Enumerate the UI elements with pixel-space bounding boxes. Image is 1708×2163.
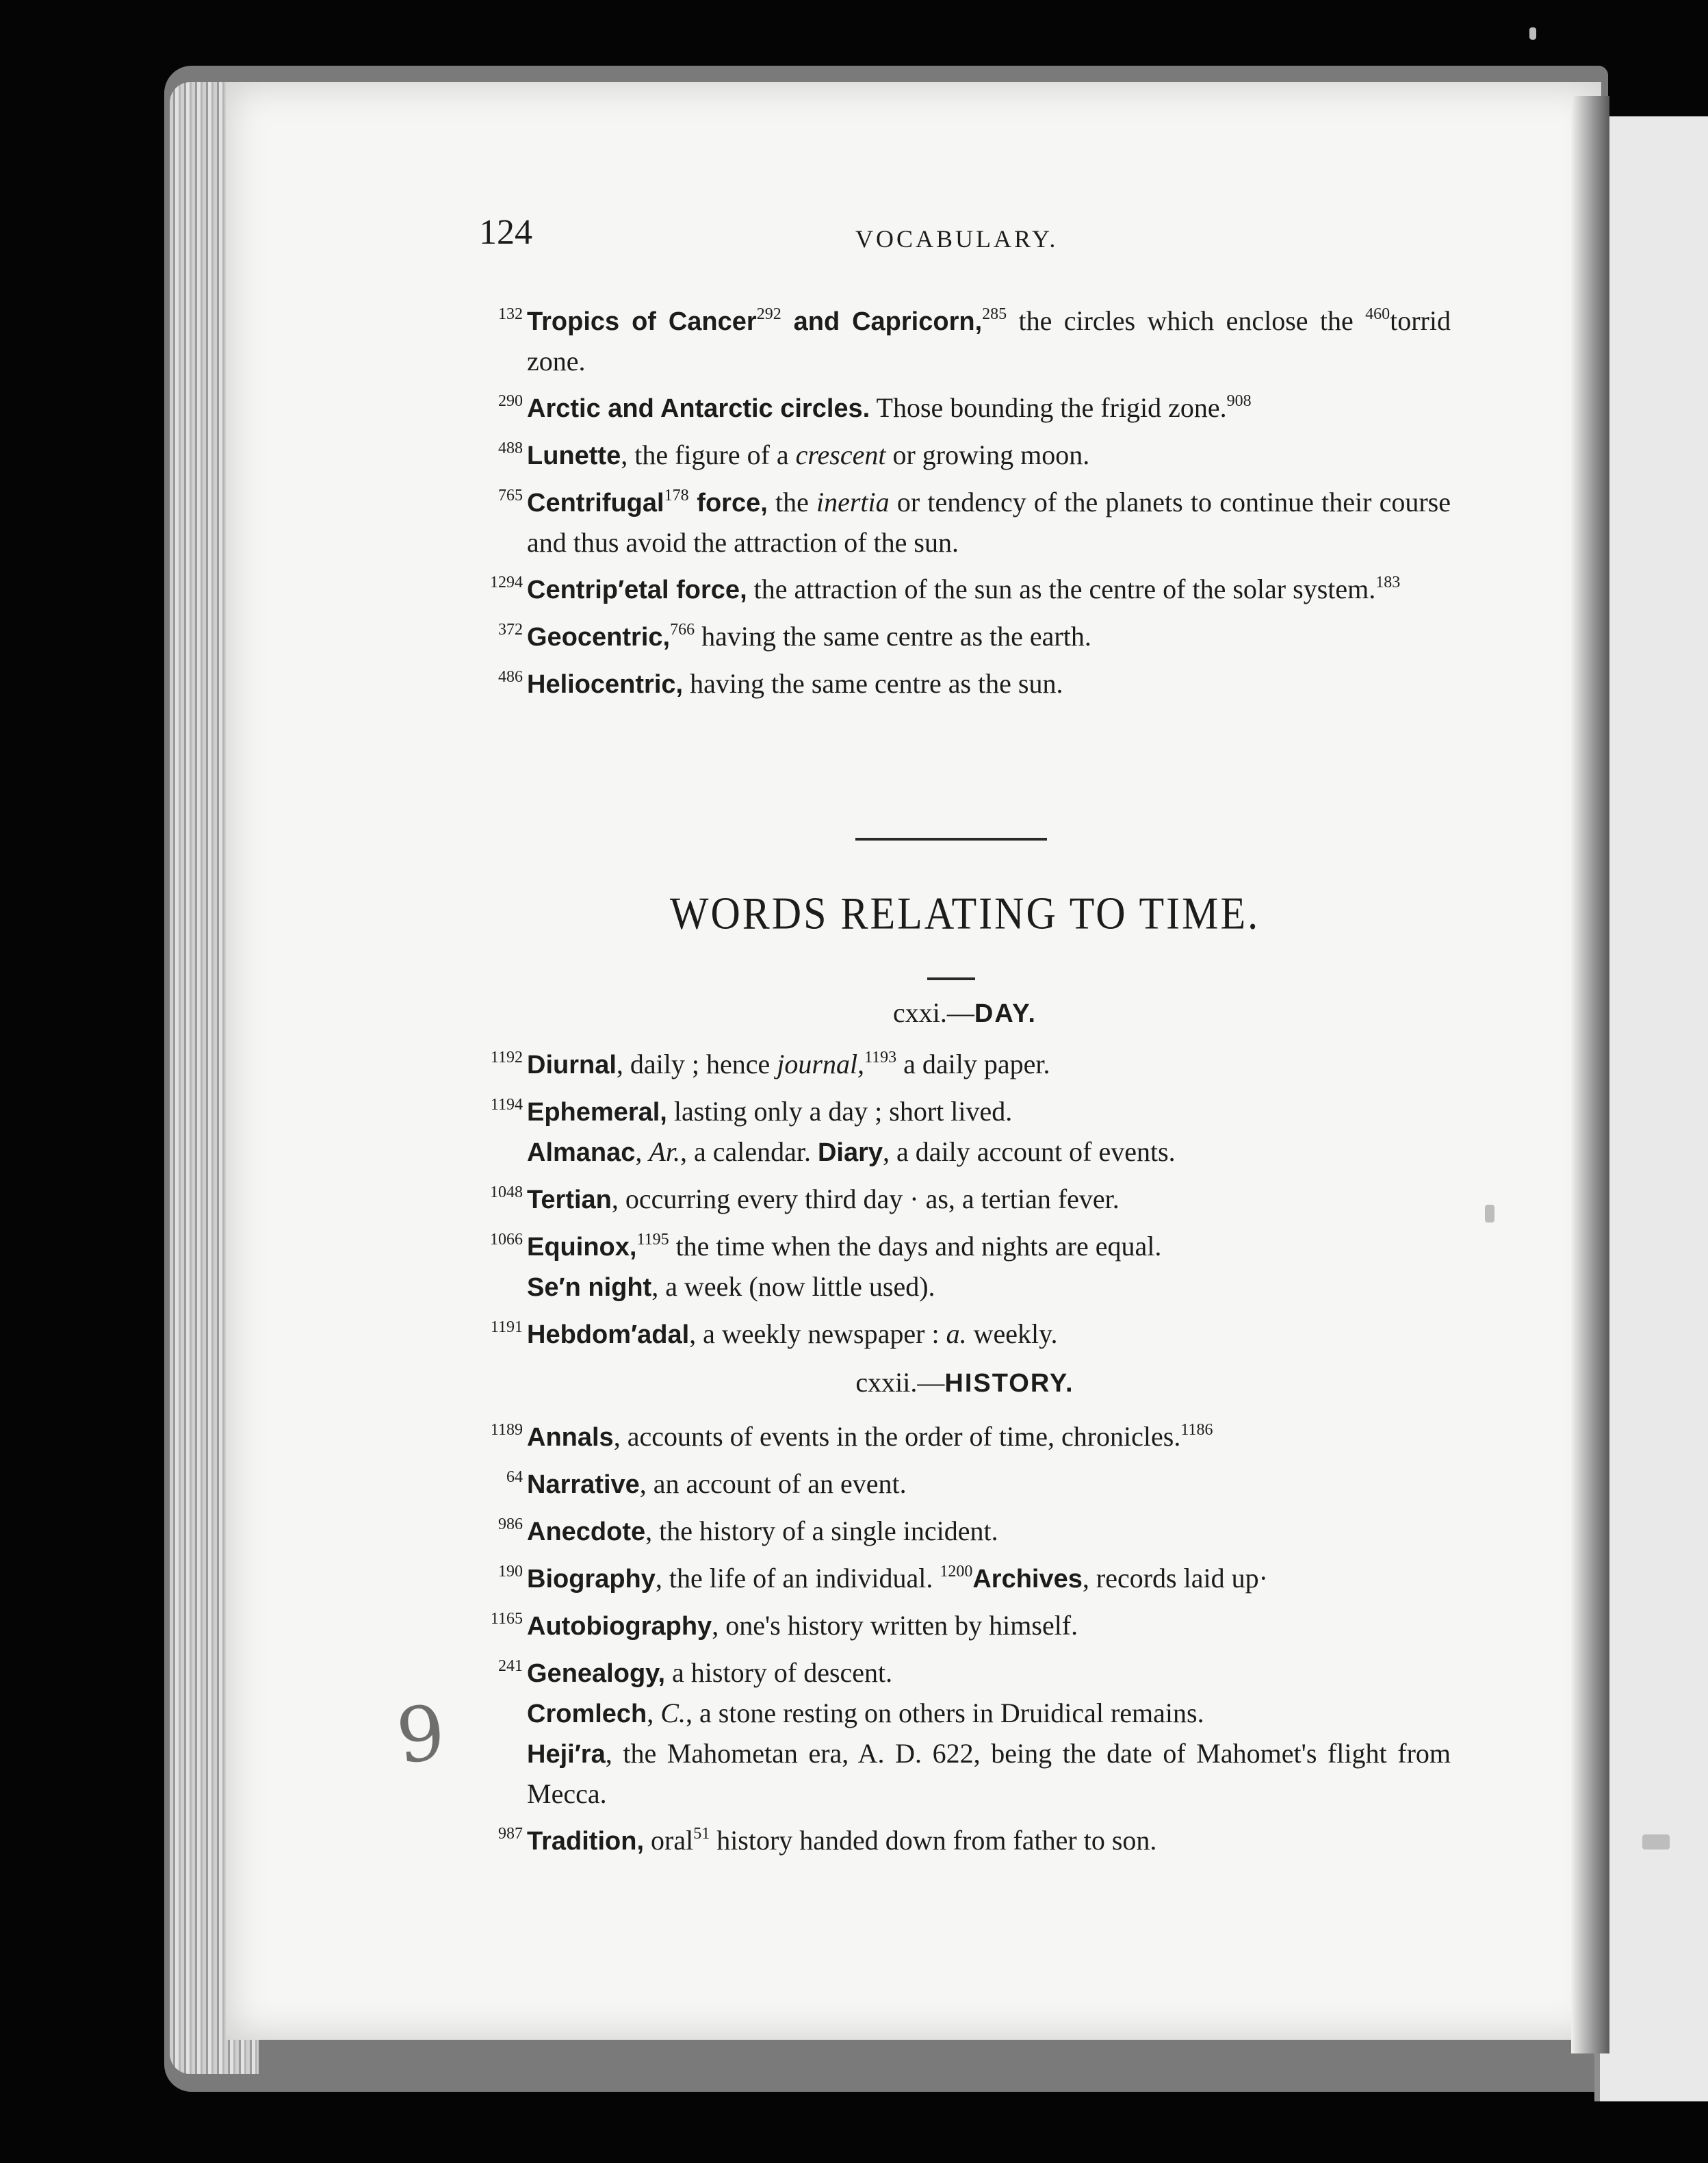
cross-reference: 460 (1365, 305, 1390, 323)
cross-reference: 1200 (940, 1563, 973, 1580)
entry-text: , a stone resting on others in Druidical remains. (685, 1698, 1204, 1728)
entry-term: Arctic and Antarctic circles. (527, 394, 870, 423)
section-number: cxxi.— (893, 997, 974, 1028)
entry-text: a daily paper. (896, 1049, 1050, 1079)
entry-reference-number: 1048 (490, 1183, 523, 1201)
astronomy-entries (479, 294, 1451, 704)
entry-term: Heji′ra (527, 1740, 606, 1769)
vocabulary-entry (479, 1599, 1451, 1646)
vocabulary-entry (479, 1085, 1451, 1132)
entry-text: having the same centre as the sun. (683, 668, 1063, 699)
entry-text: , (647, 1698, 661, 1728)
entry-text: C. (660, 1698, 686, 1728)
entry-reference-number: 1192 (490, 1049, 523, 1066)
entry-reference-number: 241 (498, 1657, 523, 1675)
section-heading-history (479, 1366, 1451, 1398)
vocabulary-entry (479, 1132, 1451, 1173)
entry-text: crescent (795, 439, 886, 470)
vocabulary-entry (479, 1173, 1451, 1220)
entry-text: , one's history written by himself. (712, 1610, 1078, 1641)
entry-text: , (635, 1136, 649, 1167)
cross-reference: 178 (664, 487, 689, 504)
entry-text: weekly. (966, 1318, 1058, 1349)
entry-reference-number: 765 (498, 487, 523, 504)
entry-reference-number: 987 (498, 1825, 523, 1843)
entry-term: Cromlech (527, 1700, 647, 1728)
entry-term: Genealogy, (527, 1659, 666, 1688)
entry-text: , occurring every third day · as, a tertian fever. (611, 1183, 1120, 1214)
entry-reference-number: 1066 (490, 1231, 523, 1249)
entry-text: journal, (777, 1049, 865, 1079)
entry-text: , accounts of events in the order of time, chronicles. (613, 1421, 1181, 1452)
section-divider (855, 838, 1047, 841)
handwritten-margin-note: 9 (392, 1688, 450, 1781)
cross-reference: 51 (693, 1825, 710, 1843)
entry-text: , daily ; hence (616, 1049, 777, 1079)
entry-term: Ephemeral, (527, 1098, 667, 1127)
vocabulary-entry (479, 1267, 1451, 1307)
entry-term: Lunette (527, 441, 621, 470)
entry-text: history handed down from father to son. (710, 1825, 1157, 1856)
entry-term: Diurnal (527, 1051, 617, 1079)
entry-term: Centrip′etal force, (527, 576, 747, 604)
entry-text: , a calendar. (680, 1136, 818, 1167)
running-head: VOCABULARY. (855, 225, 1059, 253)
vocabulary-entry (479, 610, 1451, 657)
chapter-heading: WORDS RELATING TO TIME. (669, 887, 1260, 938)
cross-reference: 1193 (864, 1049, 897, 1066)
cross-reference: 285 (982, 305, 1007, 323)
entry-text: , a weekly newspaper : (689, 1318, 946, 1349)
page-number: 124 (479, 213, 532, 252)
vocabulary-entry (479, 381, 1451, 428)
vocabulary-entry (479, 1552, 1451, 1599)
cross-reference: 292 (756, 305, 781, 323)
entry-term: Centrifugal (527, 489, 664, 517)
cross-reference: 908 (1226, 392, 1252, 410)
vocabulary-entry (479, 1457, 1451, 1505)
entry-reference-number: 1194 (490, 1096, 523, 1114)
speck (1485, 1205, 1494, 1223)
entry-term: and Capricorn, (781, 307, 983, 336)
entry-term: Hebdom′adal (527, 1320, 690, 1349)
vocabulary-entry (479, 1693, 1451, 1734)
entry-term: Narrative (527, 1470, 640, 1499)
entry-text: a history of descent. (665, 1657, 893, 1688)
vocabulary-entry (479, 294, 1451, 381)
entry-term: Tertian (527, 1186, 612, 1214)
entry-text: the attraction of the sun as the centre of the solar system. (747, 574, 1376, 604)
entry-reference-number: 986 (498, 1515, 523, 1533)
entry-reference-number: 486 (498, 668, 523, 686)
cross-reference: 1186 (1180, 1421, 1213, 1439)
section-heading-day (479, 997, 1451, 1029)
entry-reference-number: 190 (498, 1563, 523, 1580)
entry-text: the time when the days and nights are equal. (669, 1231, 1162, 1262)
entry-reference-number: 1165 (490, 1610, 523, 1628)
entry-term: Autobiography (527, 1612, 712, 1641)
entry-reference-number: 1191 (490, 1318, 523, 1336)
entry-text: inertia (816, 487, 890, 517)
entry-reference-number: 1189 (490, 1421, 523, 1439)
entry-text: , the Mahometan era, A. D. 622, being the date of Mahomet's flight from Mecca. (527, 1738, 1451, 1809)
cross-reference: 1195 (636, 1231, 669, 1249)
entry-reference-number: 488 (498, 439, 523, 457)
entry-text: torrid zone. (527, 305, 1451, 376)
entry-term: force, (688, 489, 768, 517)
section-title: HISTORY. (944, 1369, 1074, 1398)
entry-term: Equinox, (527, 1233, 637, 1262)
entry-text: the circles which enclose the (1007, 305, 1366, 336)
facing-page-edge (1594, 116, 1708, 2101)
entry-term: Annals (527, 1423, 614, 1452)
vocabulary-entry (479, 1814, 1451, 1861)
entry-text: , the figure of a (621, 439, 796, 470)
vocabulary-entry (479, 1505, 1451, 1552)
vocabulary-entry (479, 476, 1451, 563)
entry-reference-number: 132 (498, 305, 523, 323)
entry-text: the (767, 487, 816, 517)
page-header (479, 212, 1464, 267)
section-number: cxxii.— (855, 1367, 945, 1398)
entry-text: , the life of an individual. (655, 1563, 940, 1594)
entry-text: having the same centre as the earth. (695, 621, 1091, 652)
vocabulary-entry (479, 1646, 1451, 1693)
vocabulary-entry (479, 1307, 1451, 1355)
entry-text: Those bounding the frigid zone. (870, 392, 1227, 423)
history-entries (479, 1410, 1451, 1861)
entry-text: Ar. (649, 1136, 680, 1167)
entry-text: , records laid up· (1082, 1563, 1268, 1594)
heading-rule (927, 977, 975, 980)
entry-term: Almanac (527, 1138, 636, 1167)
page-gutter (1571, 96, 1609, 2053)
entry-term: Heliocentric, (527, 670, 684, 699)
cross-reference: 183 (1375, 574, 1401, 591)
day-entries (479, 1038, 1451, 1355)
entry-term: Diary (817, 1138, 883, 1167)
entry-text: , a daily account of events. (883, 1136, 1176, 1167)
entry-reference-number: 1294 (490, 574, 523, 591)
vocabulary-entry (479, 657, 1451, 704)
entry-term: Anecdote (527, 1518, 646, 1546)
entry-term: Se′n night (527, 1273, 652, 1302)
entry-reference-number: 290 (498, 392, 523, 410)
speck (1642, 1834, 1670, 1850)
cross-reference: 766 (670, 621, 695, 639)
section-title: DAY. (974, 999, 1037, 1028)
vocabulary-entry (479, 563, 1451, 610)
entry-reference-number: 372 (498, 621, 523, 639)
vocabulary-entry (479, 428, 1451, 476)
entry-text: , a week (now little used). (651, 1271, 935, 1302)
entry-term: Archives (972, 1565, 1083, 1594)
entry-reference-number: 64 (506, 1468, 523, 1486)
entry-text: or tendency of the planets to continue their course and thus avoid the attraction of the sun. (527, 487, 1451, 558)
entry-term: Geocentric, (527, 623, 671, 652)
vocabulary-entry (479, 1734, 1451, 1814)
entry-text: lasting only a day ; short lived. (667, 1096, 1013, 1127)
entry-text: a. (946, 1318, 967, 1349)
vocabulary-entry (479, 1038, 1451, 1085)
vocabulary-entry (479, 1410, 1451, 1457)
entry-text: , the history of a single incident. (645, 1515, 998, 1546)
vocabulary-entry (479, 1220, 1451, 1267)
entry-text: oral (644, 1825, 694, 1856)
entry-term: Biography (527, 1565, 656, 1594)
speck (1529, 27, 1536, 40)
entry-text: , an account of an event. (639, 1468, 907, 1499)
entry-term: Tropics of Cancer (527, 307, 757, 336)
entry-text: or growing moon. (885, 439, 1090, 470)
entry-term: Tradition, (527, 1827, 644, 1856)
